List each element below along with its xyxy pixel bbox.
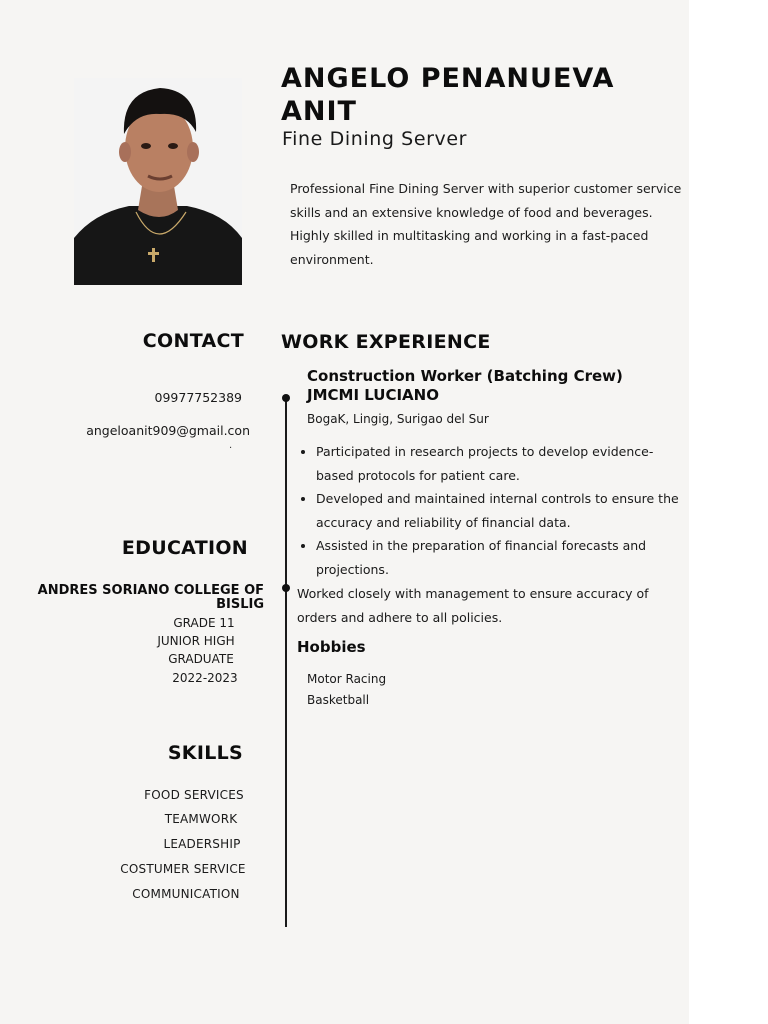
candidate-role: Fine Dining Server [282, 128, 468, 150]
timeline-dot [282, 394, 290, 402]
hobbies-heading: Hobbies [297, 638, 366, 656]
company-name: JMCMI LUCIANO [307, 386, 439, 404]
job-closing-note: Worked closely with management to ensure accuracy of orders and adhere to all policies. [297, 586, 649, 625]
education-line: GRADE 11 [173, 616, 235, 630]
education-line: GRADUATE [168, 652, 234, 666]
education-line: JUNIOR HIGH [157, 634, 235, 648]
job-duties-list [298, 440, 686, 581]
skill-item: FOOD SERVICES [144, 788, 244, 802]
education-heading: EDUCATION [121, 537, 248, 559]
candidate-name: ANGELO PENANUEVA ANIT [281, 63, 615, 127]
timeline-line [285, 397, 287, 927]
skills-heading: SKILLS [167, 742, 243, 764]
job-title: Construction Worker (Batching Crew) [307, 367, 623, 385]
contact-heading: CONTACT [142, 330, 244, 352]
stray-dot: . [229, 440, 233, 451]
school-name: ANDRES SORIANO COLLEGE OF BISLIG [37, 583, 264, 612]
hobby-item: Basketball [307, 693, 370, 707]
profile-photo [74, 78, 242, 285]
list-item: • Participated in research projects to develop evidence-based protocols for patient care. [316, 440, 686, 487]
skill-item: COSTUMER SERVICE [120, 862, 246, 876]
skill-item: TEAMWORK [164, 812, 238, 826]
timeline-dot [282, 584, 290, 592]
job-title-block [307, 367, 623, 405]
contact-email: angeloanit909@gmail.con [86, 423, 250, 438]
hobby-item: Motor Racing [307, 672, 387, 686]
list-item: • Developed and maintained internal controls to ensure the accuracy and reliability of financial data. [316, 487, 686, 534]
list-item: • Assisted in the preparation of financial forecasts and projections. [316, 534, 686, 581]
contact-phone: 09977752389 [154, 390, 242, 405]
education-line: 2022-2023 [172, 671, 238, 685]
job-location: BogaK, Lingig, Surigao del Sur [307, 412, 489, 426]
work-experience-heading: WORK EXPERIENCE [281, 331, 491, 353]
profile-summary: Professional Fine Dining Server with superior customer service skills and an extensive knowledge of food and beverages. Highly skilled in multitasking and working in a fast-paced environment. [290, 181, 682, 267]
skill-item: LEADERSHIP [163, 837, 241, 851]
skill-item: COMMUNICATION [132, 887, 240, 901]
